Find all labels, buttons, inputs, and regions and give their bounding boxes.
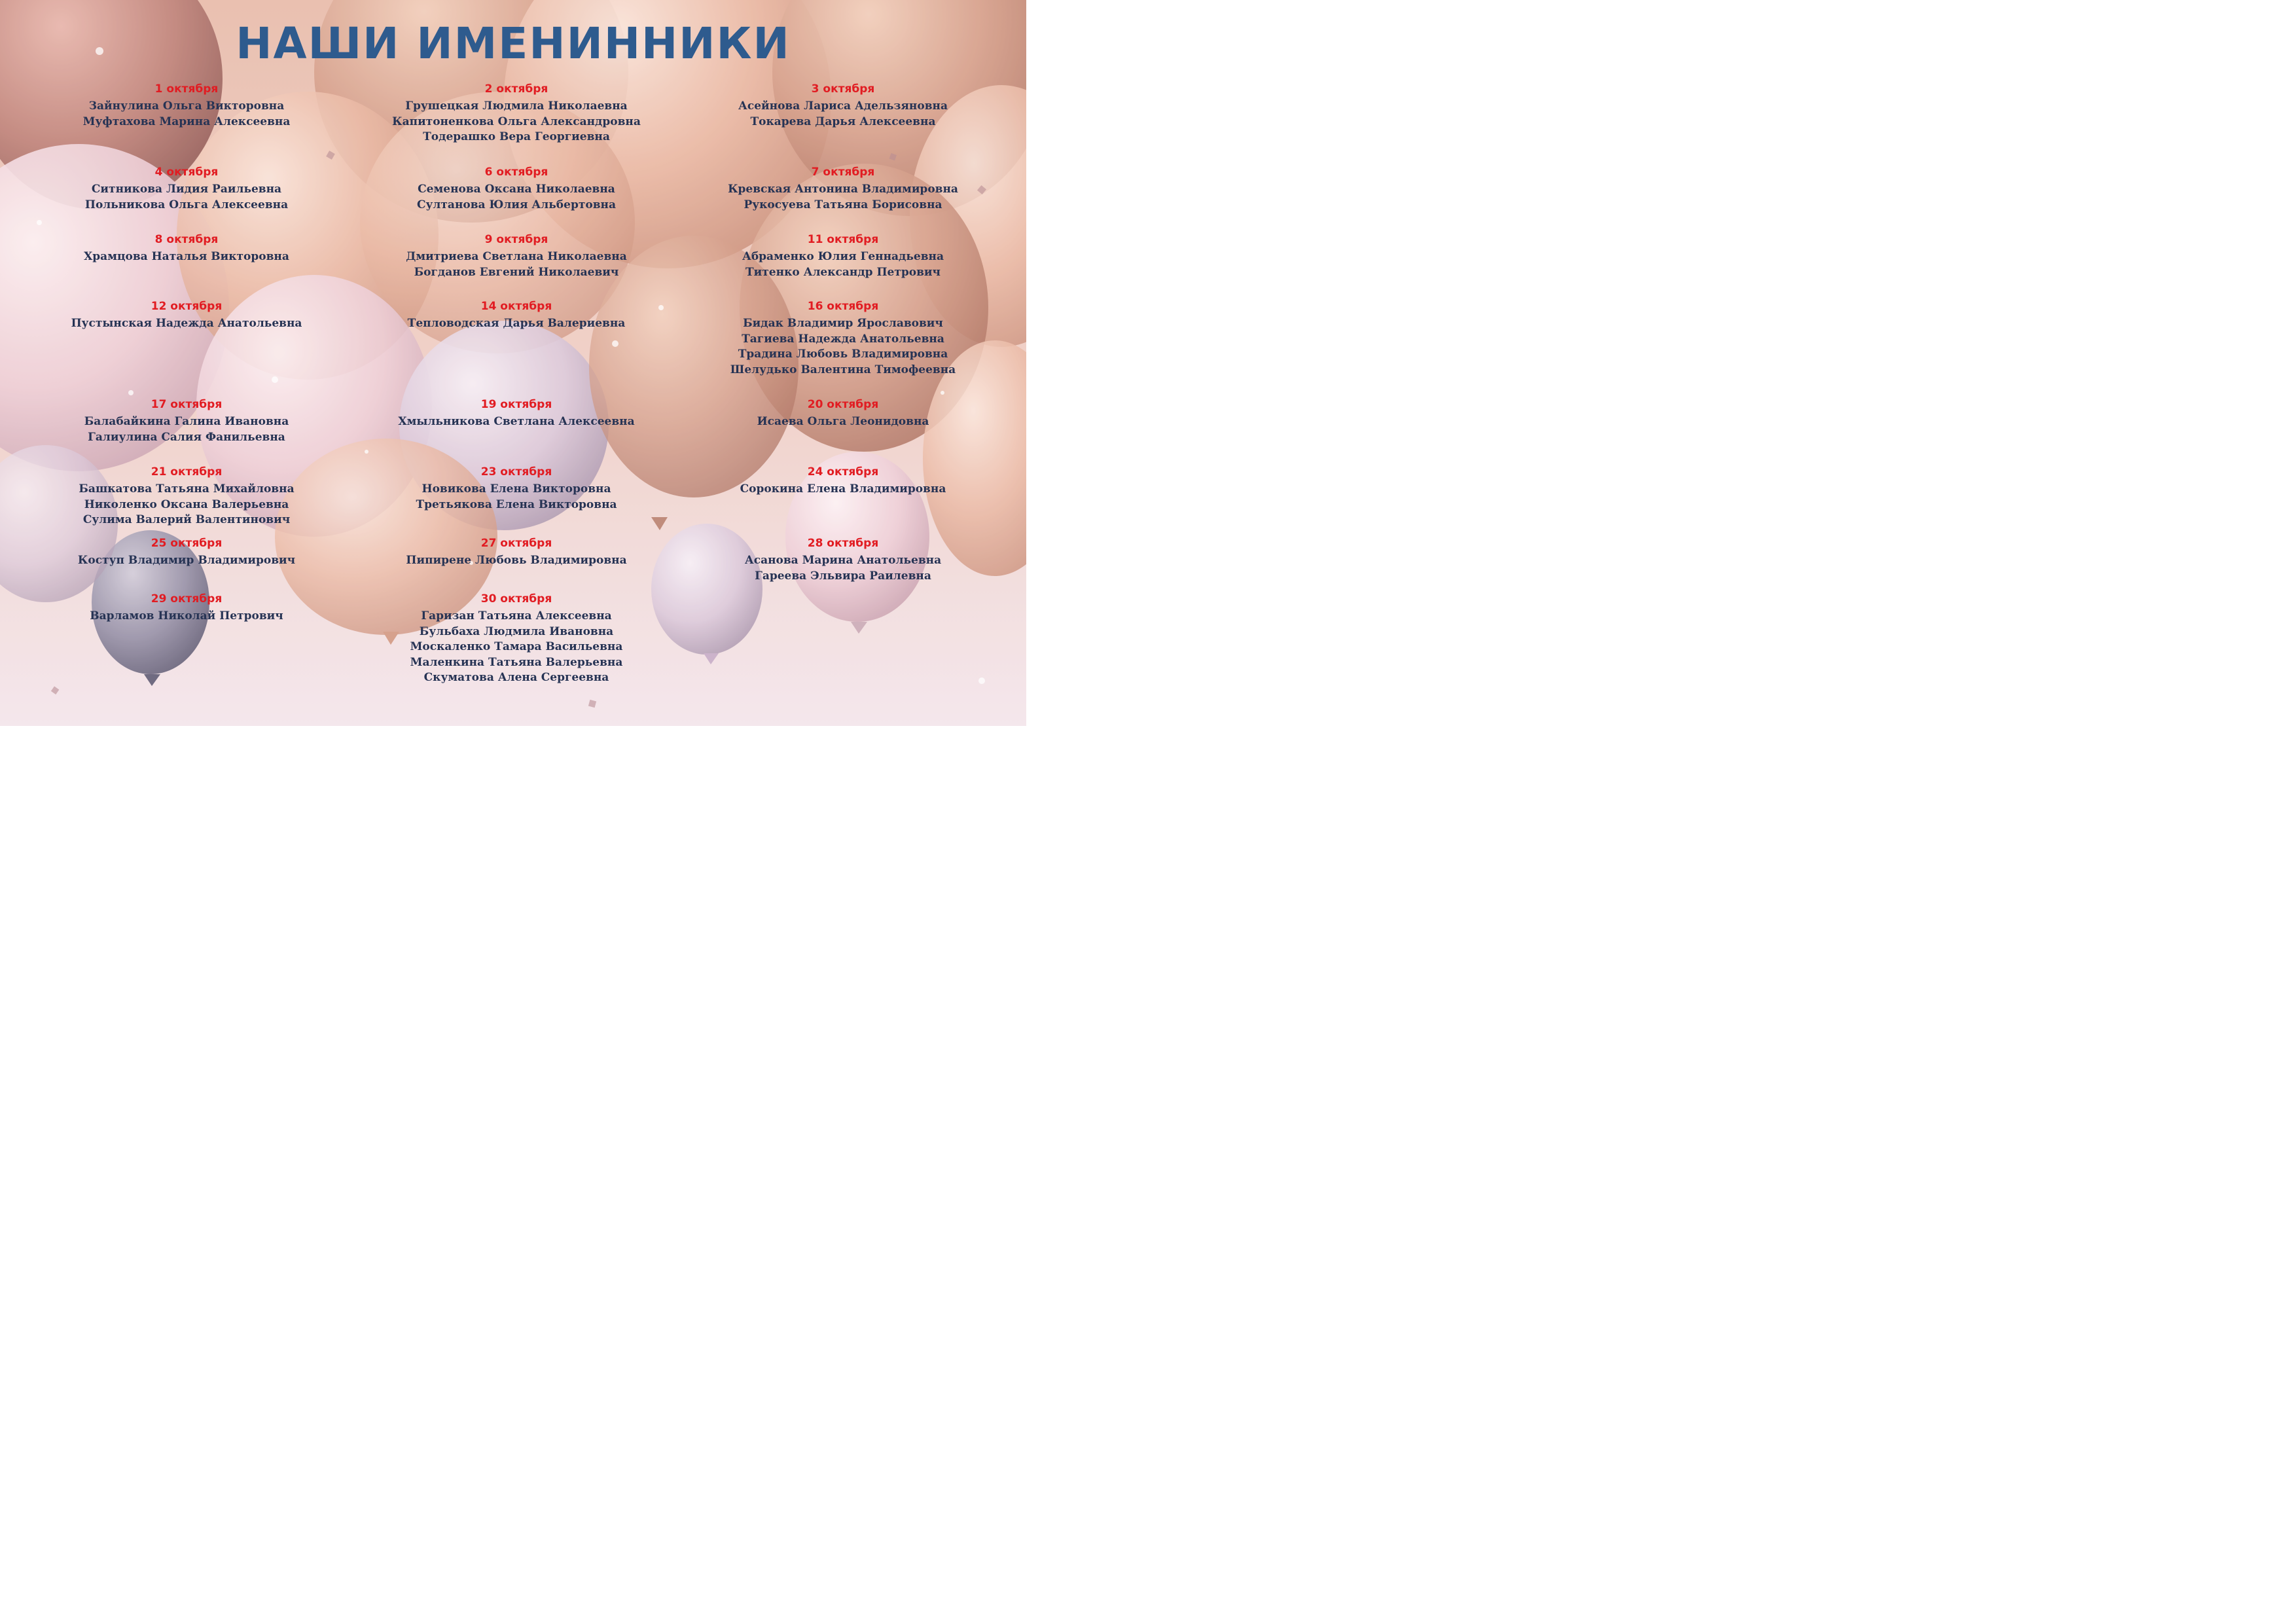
birthday-date: 17 октября (151, 398, 223, 411)
person-name: Галиулина Салия Фанильевна (88, 430, 285, 444)
birthday-entry (673, 465, 1013, 497)
birthday-names (16, 553, 357, 569)
birthday-entry (16, 82, 357, 130)
birthday-date: 19 октября (480, 398, 552, 411)
person-name: Рукосуева Татьяна Борисовна (744, 198, 942, 211)
birthday-date: 30 октября (480, 592, 552, 605)
person-name: Асейнова Лариса Адельзяновна (738, 99, 948, 113)
birthday-entry (673, 232, 1013, 280)
birthday-names (16, 414, 357, 445)
birthday-entry (16, 465, 357, 528)
person-name: Николенко Оксана Валерьевна (84, 497, 289, 511)
person-name: Польникова Ольга Алексеевна (84, 198, 289, 211)
person-name: Тагиева Надежда Анатольевна (742, 332, 944, 346)
person-name: Ситникова Лидия Раильевна (91, 183, 282, 196)
person-name: Бидак Владимир Ярославович (743, 317, 943, 330)
birthday-names (673, 99, 1013, 130)
birthday-entry (346, 592, 687, 686)
birthday-names (673, 249, 1013, 280)
page-title: НАШИ ИМЕНИННИКИ (236, 18, 791, 69)
person-name: Титенко Александр Петрович (745, 265, 941, 279)
birthday-date: 24 октября (807, 465, 879, 478)
birthday-date: 14 октября (480, 300, 552, 313)
birthday-names (346, 609, 687, 686)
person-name: Семенова Оксана Николаевна (418, 183, 615, 196)
birthday-entry (346, 465, 687, 513)
birthday-date: 29 октября (151, 592, 223, 605)
person-name: Токарева Дарья Алексеевна (750, 115, 936, 128)
person-name: Коступ Владимир Владимирович (77, 554, 296, 567)
person-name: Тепловодская Дарья Валериевна (407, 317, 626, 330)
person-name: Скуматова Алена Сергеевна (423, 671, 609, 684)
birthday-entry (16, 397, 357, 445)
person-name: Сулима Валерий Валентинович (82, 513, 291, 526)
person-name: Храмцова Наталья Викторовна (84, 250, 289, 263)
person-name: Гаризан Татьяна Алексеевна (421, 609, 612, 623)
birthday-entry (346, 232, 687, 280)
birthday-names (16, 316, 357, 332)
person-name: Третьякова Елена Викторовна (416, 497, 617, 511)
person-name: Абраменко Юлия Геннадьевна (742, 250, 944, 263)
person-name: Пустынская Надежда Анатольевна (71, 317, 302, 330)
birthday-names (673, 482, 1013, 497)
person-name: Тодерашко Вера Георгиевна (423, 130, 610, 143)
birthday-entry (346, 299, 687, 332)
person-name: Сорокина Елена Владимировна (740, 482, 946, 496)
birthday-entry (673, 397, 1013, 430)
person-name: Маленкина Татьяна Валерьевна (410, 655, 623, 669)
person-name: Зайнулина Ольга Викторовна (88, 99, 285, 113)
birthday-date: 21 октября (151, 465, 223, 478)
birthday-date: 6 октября (484, 166, 548, 179)
person-name: Традина Любовь Владимировна (738, 348, 948, 361)
birthday-entry (16, 299, 357, 332)
person-name: Варламов Николай Петрович (90, 609, 283, 623)
birthday-entry (673, 165, 1013, 213)
birthday-names (346, 316, 687, 332)
person-name: Султанова Юлия Альбертовна (417, 198, 616, 211)
birthday-names (346, 182, 687, 213)
birthday-names (346, 553, 687, 569)
birthday-names (346, 414, 687, 430)
birthday-date: 25 октября (151, 537, 223, 550)
birthday-date: 8 октября (154, 233, 219, 246)
birthday-entry (16, 232, 357, 265)
person-name: Кревская Антонина Владимировна (728, 183, 958, 196)
person-name: Балабайкина Галина Ивановна (84, 415, 289, 428)
birthday-entry (346, 82, 687, 145)
birthday-date: 23 октября (480, 465, 552, 478)
birthday-names (346, 99, 687, 145)
birthday-date: 2 октября (484, 82, 548, 96)
birthday-entry (346, 397, 687, 430)
person-name: Новикова Елена Викторовна (422, 482, 611, 496)
birthday-entry (346, 165, 687, 213)
person-name: Башкатова Татьяна Михайловна (79, 482, 295, 496)
birthday-date: 4 октября (154, 166, 219, 179)
birthday-names (16, 482, 357, 528)
birthday-entry (346, 536, 687, 569)
birthday-date: 20 октября (807, 398, 879, 411)
person-name: Грушецкая Людмила Николаевна (405, 99, 628, 113)
birthday-date: 28 октября (807, 537, 879, 550)
person-name: Капитоненкова Ольга Александровна (392, 115, 641, 128)
birthday-names (16, 182, 357, 213)
birthday-date: 16 октября (807, 300, 879, 313)
birthday-names (673, 553, 1013, 584)
birthday-names (16, 99, 357, 130)
person-name: Богданов Евгений Николаевич (414, 265, 619, 279)
birthday-names (16, 609, 357, 624)
birthday-names (673, 414, 1013, 430)
person-name: Бульбаха Людмила Ивановна (419, 624, 614, 638)
person-name: Москаленко Тамара Васильевна (410, 640, 623, 653)
person-name: Пипирене Любовь Владимировна (406, 554, 627, 567)
birthday-date: 9 октября (484, 233, 548, 246)
birthday-date: 27 октября (480, 537, 552, 550)
birthday-names (673, 182, 1013, 213)
person-name: Дмитриева Светлана Николаевна (406, 250, 627, 263)
birthday-date: 3 октября (811, 82, 875, 96)
person-name: Асанова Марина Анатольевна (744, 554, 942, 567)
birthday-entry (673, 536, 1013, 584)
person-name: Исаева Ольга Леонидовна (757, 415, 929, 428)
birthday-entry (673, 299, 1013, 378)
birthday-date: 11 октября (807, 233, 879, 246)
birthday-names (346, 482, 687, 513)
person-name: Гареева Эльвира Раилевна (755, 569, 931, 583)
birthday-entry (16, 536, 357, 569)
birthday-date: 1 октября (154, 82, 219, 96)
person-name: Хмыльникова Светлана Алексеевна (398, 415, 635, 428)
birthday-names (16, 249, 357, 265)
birthday-entry (16, 165, 357, 213)
person-name: Шелудько Валентина Тимофеевна (730, 363, 956, 376)
birthday-date: 7 октября (811, 166, 875, 179)
birthday-names (346, 249, 687, 280)
birthday-entry (16, 592, 357, 624)
birthday-date: 12 октября (151, 300, 223, 313)
birthday-entry (673, 82, 1013, 130)
birthday-names (673, 316, 1013, 378)
person-name: Муфтахова Марина Алексеевна (82, 115, 291, 128)
